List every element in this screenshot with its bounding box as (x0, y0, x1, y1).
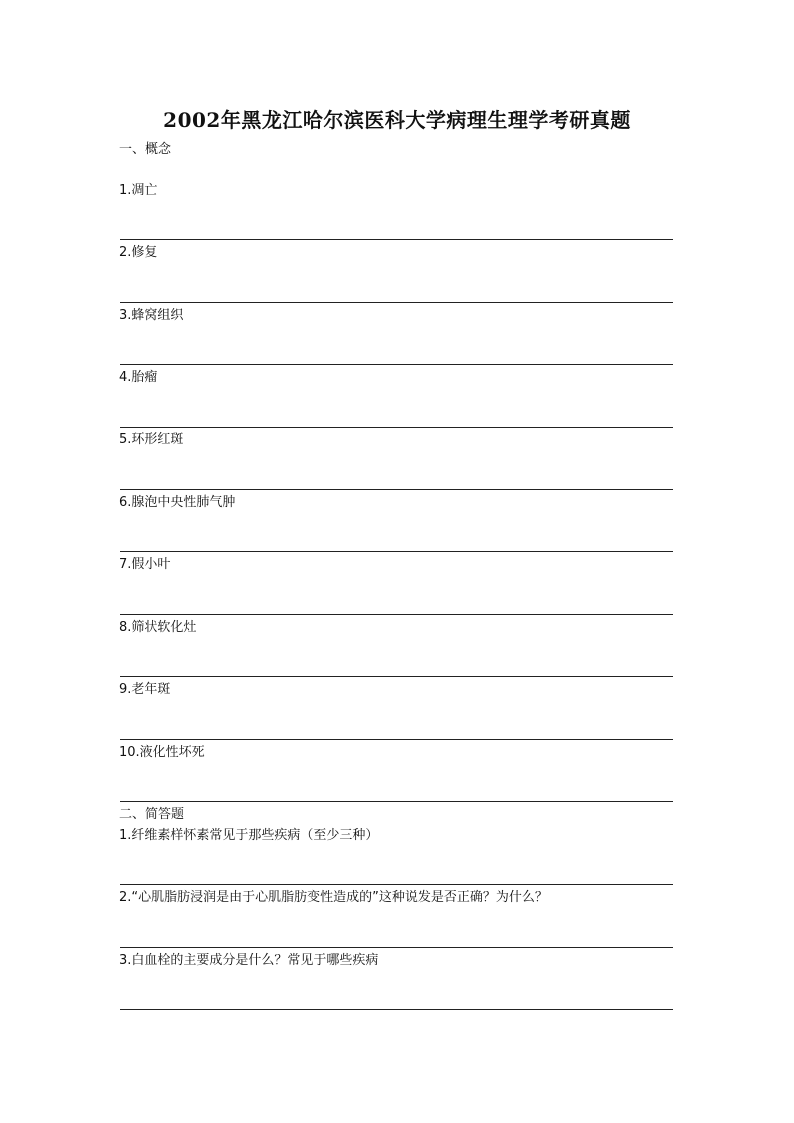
section-heading-concepts: 一、概念 (119, 142, 172, 157)
answer-line (120, 947, 673, 948)
answer-line (120, 427, 673, 428)
question-item: 2.修复 (119, 245, 158, 260)
question-item: 7.假小叶 (119, 557, 171, 572)
question-item: 10.液化性坏死 (119, 745, 205, 760)
answer-line (120, 302, 673, 303)
answer-line (120, 364, 673, 365)
answer-line (120, 551, 673, 552)
question-item: 9.老年斑 (119, 682, 171, 697)
answer-line (120, 489, 673, 490)
question-item: 2.“心肌脂肪浸润是由于心肌脂肪变性造成的”这种说发是否正确？为什么？ (119, 890, 548, 905)
answer-line (120, 614, 673, 615)
page-title: 2002年黑龙江哈尔滨医科大学病理生理学考研真题 (163, 108, 631, 132)
answer-line (120, 739, 673, 740)
answer-line (120, 676, 673, 677)
question-item: 1.纤维素样怀素常见于那些疾病（至少三种） (119, 828, 379, 843)
question-item: 5.环形红斑 (119, 432, 184, 447)
question-item: 6.腺泡中央性肺气肿 (119, 495, 236, 510)
answer-line (120, 239, 673, 240)
section-heading-short-answer: 二、简答题 (119, 807, 185, 822)
answer-line (120, 801, 673, 802)
question-item: 8.筛状软化灶 (119, 620, 197, 635)
question-item: 3.白血栓的主要成分是什么？常见于哪些疾病 (119, 953, 379, 968)
question-item: 4.胎瘤 (119, 370, 158, 385)
answer-line (120, 1009, 673, 1010)
answer-line (120, 884, 673, 885)
question-item: 3.蜂窝组织 (119, 308, 184, 323)
question-item: 1.凋亡 (119, 183, 158, 198)
